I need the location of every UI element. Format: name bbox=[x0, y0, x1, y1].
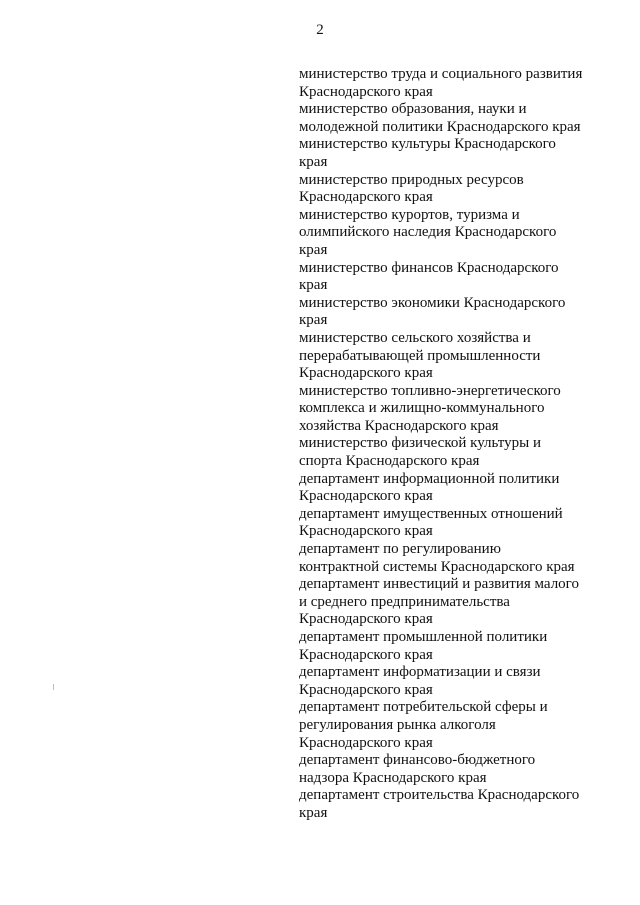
recipient-line: края bbox=[299, 312, 328, 329]
recipient-line: Краснодарского края bbox=[299, 488, 433, 505]
recipient-line: департамент инвестиций и развития малого bbox=[299, 576, 579, 593]
recipient-item bbox=[299, 260, 619, 295]
recipient-line: департамент промышленной политики bbox=[299, 629, 548, 645]
recipient-line: края bbox=[299, 277, 328, 294]
recipient-item bbox=[299, 383, 619, 436]
recipient-line: Краснодарского края bbox=[299, 365, 433, 382]
recipient-item bbox=[299, 136, 619, 171]
recipient-line: и среднего предпринимательства bbox=[299, 593, 510, 610]
recipient-line: края bbox=[299, 153, 328, 170]
recipient-line: Краснодарского края bbox=[299, 189, 433, 206]
recipient-line: регулирования рынка алкоголя bbox=[299, 716, 496, 733]
recipient-line: Краснодарского края bbox=[299, 611, 433, 628]
recipient-line: контрактной системы Краснодарского края bbox=[299, 558, 575, 575]
recipient-item bbox=[299, 629, 619, 664]
recipient-item bbox=[299, 699, 619, 752]
recipient-line: министерство курортов, туризма и bbox=[299, 206, 520, 223]
recipient-item bbox=[299, 295, 619, 330]
recipient-line: министерство культуры Краснодарского bbox=[299, 136, 556, 153]
scan-margin-mark bbox=[53, 684, 54, 690]
recipient-item bbox=[299, 207, 619, 260]
recipient-line: Краснодарского края bbox=[299, 83, 433, 100]
recipient-line: Краснодарского края bbox=[299, 646, 433, 663]
recipient-item bbox=[299, 752, 619, 787]
recipient-line: Краснодарского края bbox=[299, 681, 433, 698]
recipient-line: спорта Краснодарского края bbox=[299, 453, 480, 470]
recipient-item bbox=[299, 66, 619, 101]
recipient-line: края bbox=[299, 241, 328, 258]
page-number: 2 bbox=[316, 22, 324, 38]
recipient-line: перерабатывающей промышленности bbox=[299, 347, 541, 364]
recipient-line: Краснодарского края bbox=[299, 734, 433, 751]
recipient-line: департамент строительства Краснодарского bbox=[299, 787, 580, 804]
recipient-item bbox=[299, 576, 619, 629]
recipient-line: департамент финансово-бюджетного bbox=[299, 752, 536, 769]
recipient-item bbox=[299, 471, 619, 506]
recipient-line: министерство труда и социального развития bbox=[299, 66, 583, 82]
recipient-line: молодежной политики Краснодарского края bbox=[299, 118, 581, 135]
recipient-line: министерство экономики Краснодарского bbox=[299, 294, 566, 311]
recipient-line: министерство сельского хозяйства и bbox=[299, 329, 531, 346]
recipient-line: Краснодарского края bbox=[299, 523, 433, 540]
recipient-item bbox=[299, 541, 619, 576]
recipient-line: департамент потребительской сферы и bbox=[299, 699, 548, 716]
recipient-line: министерство топливно-энергетического bbox=[299, 382, 561, 399]
recipient-line: департамент по регулированию bbox=[299, 541, 501, 558]
recipient-line: олимпийского наследия Краснодарского bbox=[299, 224, 557, 241]
recipient-line: края bbox=[299, 804, 328, 821]
recipient-line: департамент информатизации и связи bbox=[299, 664, 541, 681]
recipient-item bbox=[299, 101, 619, 136]
recipient-line: хозяйства Краснодарского края bbox=[299, 417, 499, 434]
recipient-line: министерство образования, науки и bbox=[299, 101, 527, 118]
recipient-line: министерство финансов Краснодарского bbox=[299, 259, 559, 276]
recipient-item bbox=[299, 435, 619, 470]
recipient-item bbox=[299, 506, 619, 541]
recipient-item bbox=[299, 330, 619, 383]
recipient-line: надзора Краснодарского края bbox=[299, 769, 487, 786]
recipient-list bbox=[299, 66, 619, 823]
recipient-item bbox=[299, 172, 619, 207]
recipient-item bbox=[299, 664, 619, 699]
recipient-line: комплекса и жилищно-коммунального bbox=[299, 400, 545, 417]
recipient-item bbox=[299, 787, 619, 822]
recipient-line: министерство природных ресурсов bbox=[299, 171, 524, 188]
recipient-line: министерство физической культуры и bbox=[299, 435, 542, 452]
recipient-line: департамент информационной политики bbox=[299, 470, 560, 487]
recipient-line: департамент имущественных отношений bbox=[299, 505, 563, 522]
